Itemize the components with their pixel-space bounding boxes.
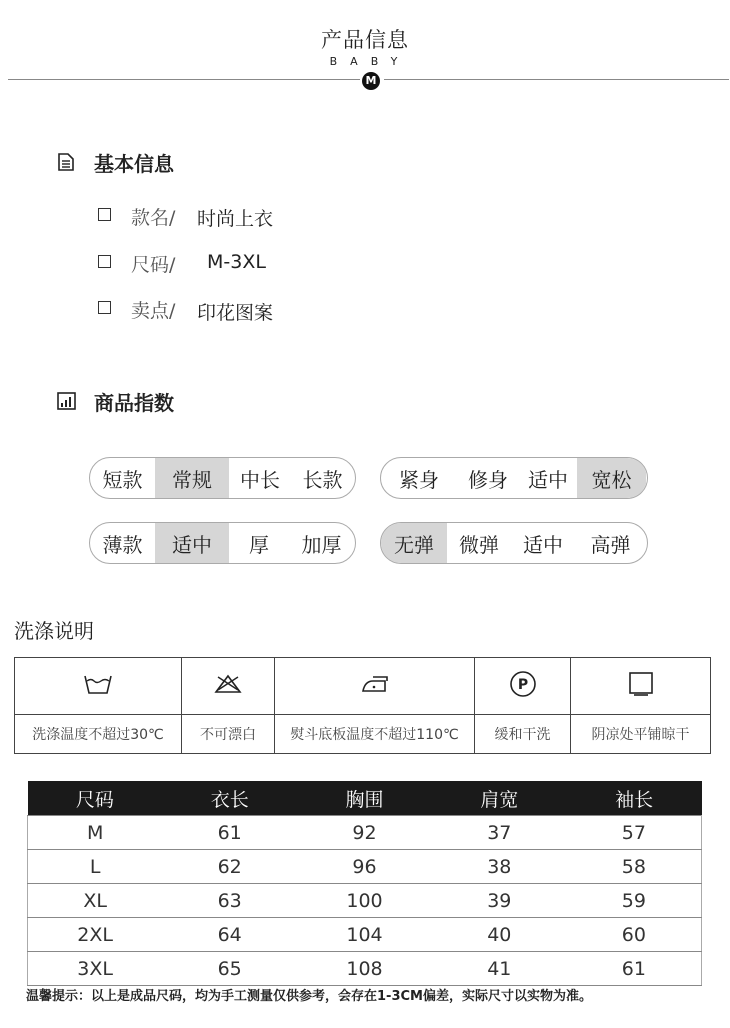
info-label: 款名/ <box>131 207 176 229</box>
info-value: M-3XL <box>207 251 266 273</box>
wash-text: 熨斗底板温度不超过110℃ <box>275 715 475 754</box>
table-cell: 3XL <box>28 952 163 986</box>
wash-text: 缓和干洗 <box>475 715 571 754</box>
table-cell: 96 <box>297 850 432 884</box>
table-cell: XL <box>28 884 163 918</box>
bullet-box-icon <box>98 255 111 268</box>
info-value: 时尚上衣 <box>197 208 274 230</box>
wash-table <box>14 657 711 754</box>
header-badge: M <box>362 72 380 90</box>
table-cell: 104 <box>297 918 432 952</box>
svg-text:P: P <box>517 677 528 693</box>
option-chip[interactable]: 加厚 <box>301 532 342 557</box>
header-divider-right <box>384 79 729 80</box>
table-cell: 58 <box>567 850 702 884</box>
table-cell: 38 <box>432 850 567 884</box>
table-row <box>28 816 702 850</box>
index-title: 商品指数 <box>94 391 174 415</box>
wash-icon-cell <box>275 658 475 715</box>
table-row <box>28 884 702 918</box>
dry-clean-p-icon <box>509 670 537 698</box>
wash-text: 洗涤温度不超过30℃ <box>15 715 182 754</box>
option-chip[interactable]: 紧身 <box>399 467 439 492</box>
table-cell: 61 <box>162 816 297 850</box>
size-table-header <box>28 781 702 816</box>
table-row <box>28 952 702 986</box>
size-note: 温馨提示：以上是成品尺码，均为手工测量仅供参考，会存在1-3CM偏差，实际尺寸以实物为准。 <box>26 989 592 1004</box>
table-row <box>28 918 702 952</box>
table-cell: M <box>28 816 163 850</box>
info-label: 卖点/ <box>131 300 176 322</box>
option-chip[interactable]: 修身 <box>468 467 508 492</box>
column-header: 胸围 <box>297 781 432 816</box>
bullet-box-icon <box>98 301 111 314</box>
wash-text: 不可漂白 <box>182 715 275 754</box>
wash-title: 洗涤说明 <box>14 619 94 643</box>
table-cell: 65 <box>162 952 297 986</box>
table-cell: 63 <box>162 884 297 918</box>
info-label: 尺码/ <box>131 254 176 276</box>
option-chip[interactable]: 厚 <box>249 532 269 557</box>
table-cell: 64 <box>162 918 297 952</box>
wash-icon-cell <box>15 658 182 715</box>
table-cell: 41 <box>432 952 567 986</box>
document-icon <box>58 153 74 171</box>
column-header: 衣长 <box>162 781 297 816</box>
fit-selector <box>380 457 648 499</box>
table-cell: 39 <box>432 884 567 918</box>
table-row <box>28 850 702 884</box>
size-table <box>27 781 702 986</box>
option-chip[interactable]: 适中 <box>528 467 568 492</box>
table-cell: 60 <box>567 918 702 952</box>
option-chip-selected[interactable]: 宽松 <box>577 458 646 498</box>
table-cell: 108 <box>297 952 432 986</box>
table-cell: L <box>28 850 163 884</box>
option-chip-selected[interactable]: 无弹 <box>381 523 447 563</box>
header-divider-left <box>8 79 360 80</box>
option-chip[interactable]: 高弹 <box>590 532 631 557</box>
table-cell: 61 <box>567 952 702 986</box>
wash-tub-icon <box>83 673 113 695</box>
table-cell: 62 <box>162 850 297 884</box>
thickness-selector <box>89 522 356 564</box>
wash-icon-cell <box>571 658 711 715</box>
basic-info-title: 基本信息 <box>94 152 174 176</box>
option-chip[interactable]: 短款 <box>102 467 143 492</box>
column-header: 肩宽 <box>432 781 567 816</box>
flat-dry-icon <box>628 671 654 697</box>
option-chip[interactable]: 适中 <box>523 532 563 557</box>
table-cell: 92 <box>297 816 432 850</box>
table-cell: 59 <box>567 884 702 918</box>
wash-icon-cell <box>182 658 275 715</box>
wash-icon-cell <box>475 658 571 715</box>
table-cell: 57 <box>567 816 702 850</box>
wash-text: 阴凉处平铺晾干 <box>571 715 711 754</box>
bar-chart-icon <box>57 392 76 410</box>
option-chip[interactable]: 长款 <box>302 467 343 492</box>
table-cell: 100 <box>297 884 432 918</box>
column-header: 袖长 <box>567 781 702 816</box>
option-chip-selected[interactable]: 常规 <box>155 458 229 498</box>
iron-icon <box>359 673 391 695</box>
option-chip[interactable]: 中长 <box>240 467 280 492</box>
bullet-box-icon <box>98 208 111 221</box>
length-selector <box>89 457 356 499</box>
table-cell: 2XL <box>28 918 163 952</box>
option-chip-selected[interactable]: 适中 <box>155 523 229 563</box>
option-chip[interactable]: 微弹 <box>459 532 499 557</box>
info-value: 印花图案 <box>197 302 274 324</box>
no-bleach-icon <box>212 673 244 695</box>
page-title: 产品信息 <box>321 28 409 52</box>
column-header: 尺码 <box>28 781 163 816</box>
option-chip[interactable]: 薄款 <box>102 532 143 557</box>
table-cell: 37 <box>432 816 567 850</box>
table-cell: 40 <box>432 918 567 952</box>
elasticity-selector <box>380 522 648 564</box>
page-subtitle: BABY <box>329 55 411 68</box>
